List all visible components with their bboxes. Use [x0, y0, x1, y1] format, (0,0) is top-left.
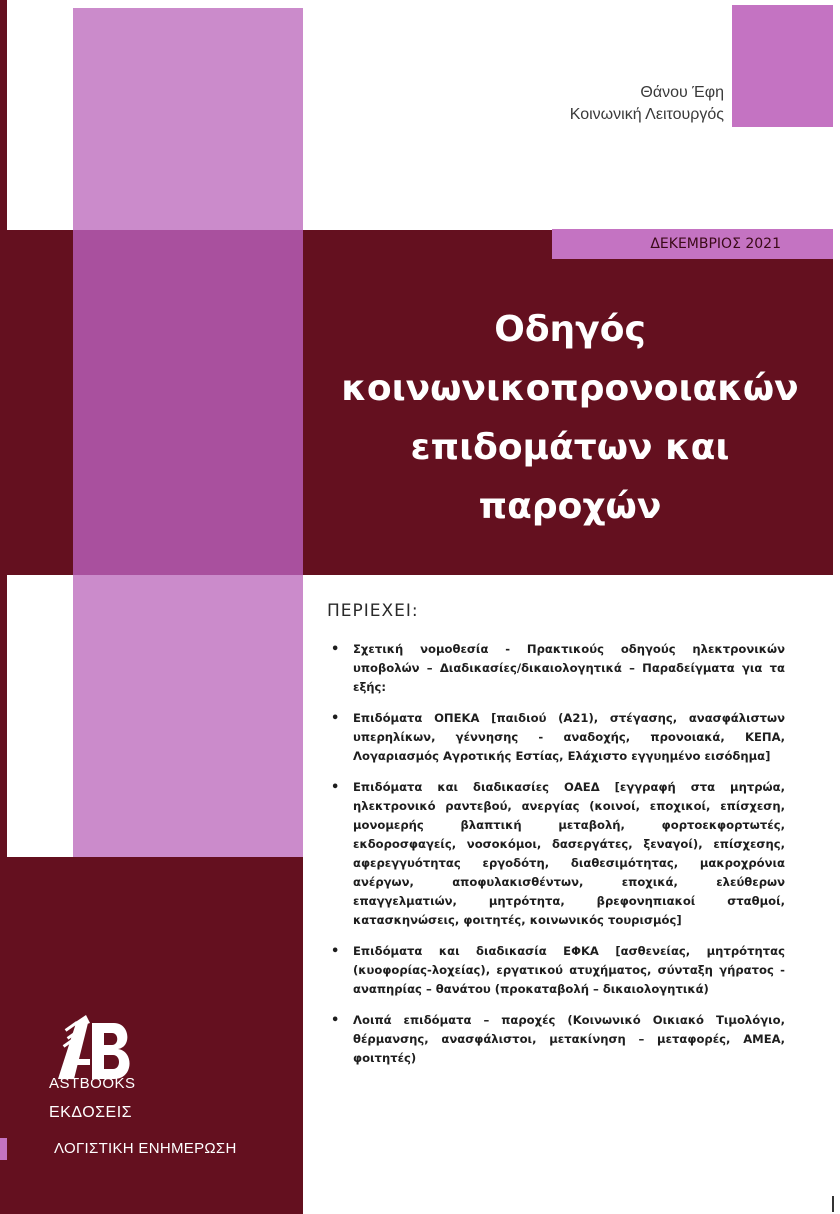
date-label: ΔΕΚΕΜΒΡΙΟΣ 2021 [650, 236, 781, 252]
imprint-label: ΛΟΓΙΣΤΙΚΗ ΕΝΗΜΕΡΩΣΗ [54, 1140, 237, 1157]
decorative-column-middle [73, 230, 303, 575]
contents-heading: ΠΕΡΙΕΧΕΙ: [327, 601, 419, 621]
list-item [327, 640, 785, 697]
bullet-icon: • [331, 711, 340, 726]
author-role: Κοινωνική Λειτουργός [569, 106, 724, 123]
decorative-column-top [73, 8, 303, 230]
title-line: παροχών [478, 486, 662, 527]
list-item [327, 1011, 785, 1068]
list-item-text: Σχετική νομοθεσία - Πρακτικούς οδηγούς ηλεκτρονικών υποβολών – Διαδικασίες/δικαιολογητικά – Παραδείγματα για τα εξής: [353, 642, 785, 694]
date-badge [552, 229, 833, 259]
title-line: κοινωνικοπρονοιακών [341, 368, 799, 409]
list-item-text: Λοιπά επιδόματα – παροχές (Κοινωνικό Οικιακό Τιμολόγιο, θέρμανσης, ανασφάλιστοι, μετακίνηση – μεταφορές, ΑΜΕΑ, φοιτητές) [353, 1013, 785, 1065]
bullet-icon: • [331, 1013, 340, 1028]
list-item-text: Επιδόματα ΟΠΕΚΑ [παιδιού (Α21), στέγασης, ανασφάλιστων υπερηλίκων, γέννησης - αναδοχής, προνοιακά, ΚΕΠΑ, Λογαριασμός Αγροτικής Εστίας, Ελάχιστο εγγυημένο εισόδημα] [353, 711, 785, 763]
publisher-subtitle: ΕΚΔΟΣΕΙΣ [49, 1104, 133, 1121]
ab-monogram-icon [56, 1013, 136, 1081]
list-item [327, 942, 785, 999]
list-item [327, 778, 785, 930]
decorative-column-bottom [73, 575, 303, 857]
list-item-text: Επιδόματα και διαδικασίες ΟΑΕΔ [εγγραφή στα μητρώα, ηλεκτρονικό ραντεβού, ανεργίας (κοινοί, εποχικοί, επίσχεση, μονομερής βλαπτική μεταβολή, φορτοεκφορτωτές, εκδοροσφαγείς, νοσοκόμοι, δασεργάτες, ξεναγοί), επίσχεσης, αφερεγγυότητας εργοδότη, διαθεσιμότητας, μακροχρόνια ανέργων, αποφυλακισθέντων, εποχικά, ελεύθερων επαγγελματιών, μητρότητα, βρεφονηπιακοί σταθμοί, κατασκηνώσεις, φοιτητές, κοινωνικός τουρισμός] [353, 780, 785, 927]
publisher-name: ASTBOOKS [49, 1075, 136, 1092]
title-line: επιδομάτων και [410, 427, 730, 468]
bullet-icon: • [331, 780, 340, 795]
left-border-accent [0, 1138, 7, 1160]
logo-lettering: AB [56, 1013, 58, 1014]
author-block [570, 82, 724, 126]
bullet-icon: • [331, 642, 340, 657]
contents-list [327, 640, 785, 1080]
left-border-strip [0, 0, 7, 1214]
title-line: Οδηγός [494, 309, 646, 350]
author-name: Θάνου Έφη [640, 84, 724, 101]
list-item [327, 709, 785, 766]
book-title [320, 300, 820, 536]
bullet-icon: • [331, 944, 340, 959]
corner-accent-block [732, 5, 833, 127]
list-item-text: Επιδόματα και διαδικασία ΕΦΚΑ [ασθενείας, μητρότητας (κυοφορίας-λοχείας), εργατικού ατυχήματος, σύνταξη γήρατος - αναπηρίας – θανάτου (προκαταβολή – δικαιολογητικά) [353, 944, 785, 996]
crop-mark [832, 1196, 834, 1212]
publisher-block [7, 857, 303, 1214]
